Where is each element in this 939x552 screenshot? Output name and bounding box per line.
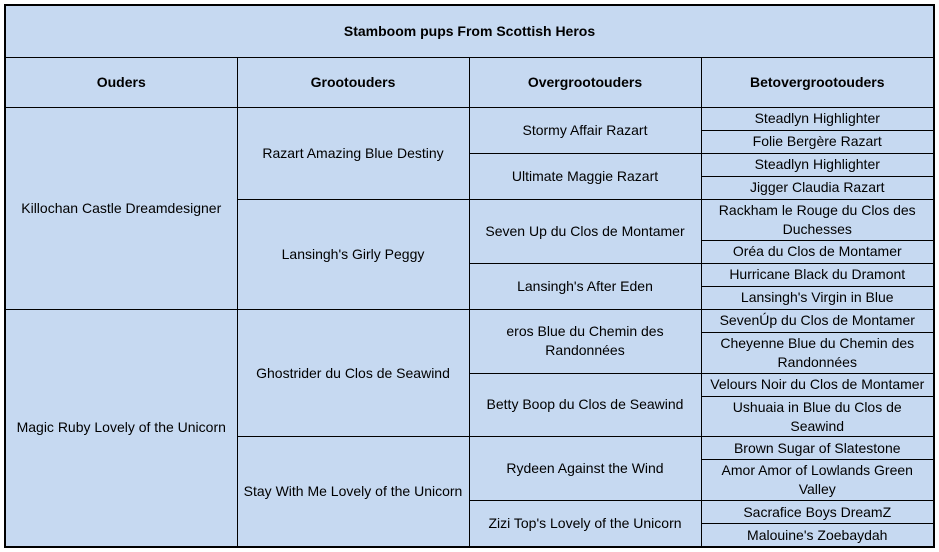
great-grandparent-cell: Seven Up du Clos de Montamer: [469, 199, 701, 263]
header-great-grandparents: Overgrootouders: [469, 58, 701, 107]
parent-cell: Killochan Castle Dreamdesigner: [5, 107, 237, 309]
gg-grandparent-cell: Brown Sugar of Slatestone: [701, 437, 934, 460]
great-grandparent-cell: eros Blue du Chemin des Randonnées: [469, 309, 701, 373]
title-row: [5, 5, 934, 58]
grandparent-cell: Razart Amazing Blue Destiny: [237, 107, 469, 199]
gg-grandparent-cell: Jigger Claudia Razart: [701, 176, 934, 199]
gg-grandparent-cell: Cheyenne Blue du Chemin des Randonnées: [701, 332, 934, 373]
gg-grandparent-cell: Sacrafice Boys DreamZ: [701, 501, 934, 524]
gg-grandparent-cell: Hurricane Black du Dramont: [701, 263, 934, 286]
gg-grandparent-cell: Folie Bergère Razart: [701, 130, 934, 153]
pedigree-table: [4, 4, 935, 548]
great-grandparent-cell: Stormy Affair Razart: [469, 107, 701, 153]
great-grandparent-cell: Zizi Top's Lovely of the Unicorn: [469, 501, 701, 547]
grandparent-cell: Lansingh's Girly Peggy: [237, 199, 469, 309]
grandparent-cell: Ghostrider du Clos de Seawind: [237, 309, 469, 437]
gg-grandparent-cell: Amor Amor of Lowlands Green Valley: [701, 460, 934, 501]
gg-grandparent-cell: Lansingh's Virgin in Blue: [701, 286, 934, 309]
parent-cell: Magic Ruby Lovely of the Unicorn: [5, 309, 237, 547]
great-grandparent-cell: Rydeen Against the Wind: [469, 437, 701, 501]
header-row: [5, 58, 934, 107]
gg-grandparent-cell: Velours Noir du Clos de Montamer: [701, 373, 934, 396]
grandparent-cell: Stay With Me Lovely of the Unicorn: [237, 437, 469, 547]
great-grandparent-cell: Ultimate Maggie Razart: [469, 153, 701, 199]
gg-grandparent-cell: Ushuaia in Blue du Clos de Seawind: [701, 396, 934, 437]
gg-grandparent-cell: SevenÚp du Clos de Montamer: [701, 309, 934, 332]
header-parents: Ouders: [5, 58, 237, 107]
header-great-great-grandparents: Betovergrootouders: [701, 58, 934, 107]
header-grandparents: Grootouders: [237, 58, 469, 107]
table-row: [5, 107, 934, 130]
gg-grandparent-cell: Oréa du Clos de Montamer: [701, 240, 934, 263]
gg-grandparent-cell: Steadlyn Highlighter: [701, 107, 934, 130]
table-row: [5, 309, 934, 332]
gg-grandparent-cell: Steadlyn Highlighter: [701, 153, 934, 176]
gg-grandparent-cell: Rackham le Rouge du Clos des Duchesses: [701, 199, 934, 240]
great-grandparent-cell: Lansingh's After Eden: [469, 263, 701, 309]
table-title: Stamboom pups From Scottish Heros: [5, 5, 934, 58]
gg-grandparent-cell: Malouine's Zoebaydah: [701, 524, 934, 547]
great-grandparent-cell: Betty Boop du Clos de Seawind: [469, 373, 701, 437]
